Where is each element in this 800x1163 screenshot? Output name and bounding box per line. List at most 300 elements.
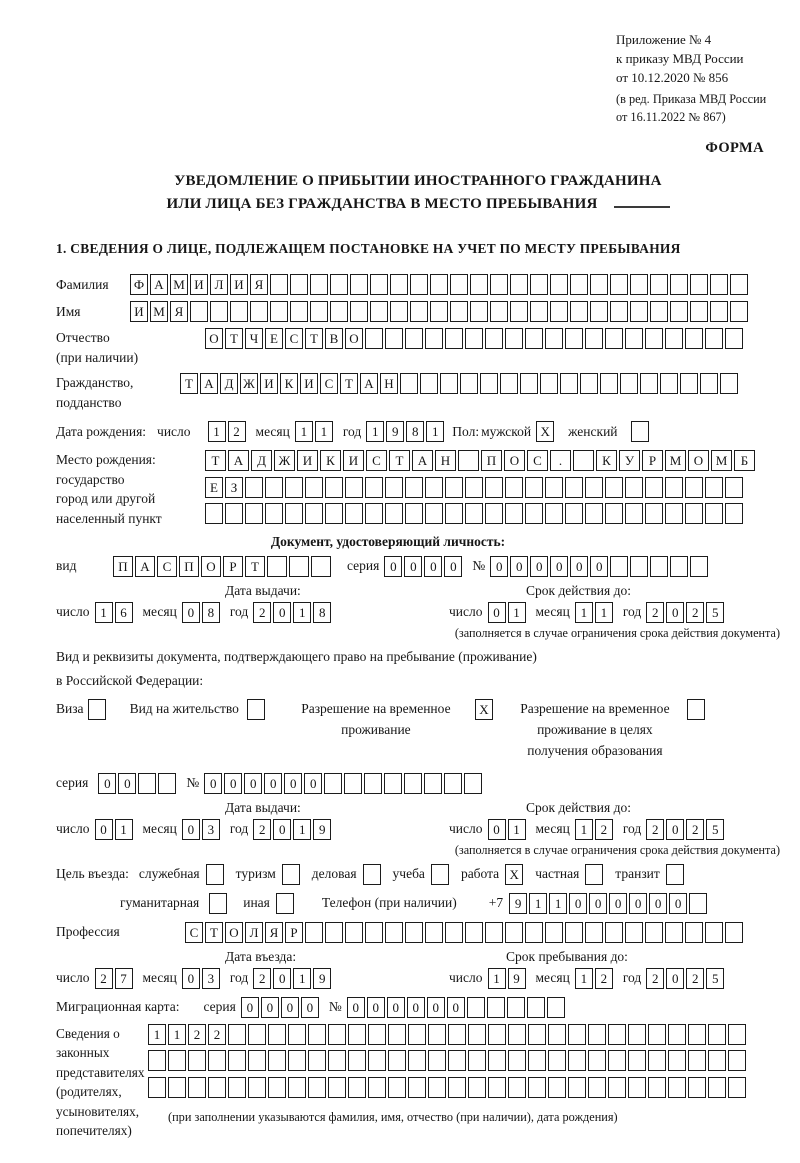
form-cell[interactable]: 1 [293, 602, 311, 623]
form-cell[interactable] [311, 556, 331, 577]
form-cell[interactable]: 0 [488, 819, 506, 840]
form-cell[interactable] [468, 1077, 486, 1098]
form-cell[interactable] [585, 922, 603, 943]
form-cell[interactable] [448, 1050, 466, 1071]
doc-issue-month[interactable] [182, 602, 222, 623]
form-cell[interactable] [465, 503, 483, 524]
form-cell[interactable] [530, 301, 548, 322]
form-cell[interactable] [370, 274, 388, 295]
form-cell[interactable] [625, 477, 643, 498]
form-cell[interactable]: Я [265, 922, 283, 943]
form-cell[interactable] [368, 1050, 386, 1071]
form-cell[interactable] [565, 477, 583, 498]
form-cell[interactable] [625, 922, 643, 943]
sex-female-checkbox[interactable] [631, 421, 651, 442]
form-cell[interactable]: 3 [202, 968, 220, 989]
purpose-other-checkbox[interactable] [276, 893, 296, 914]
form-cell[interactable] [206, 864, 224, 885]
form-cell[interactable] [248, 1024, 266, 1045]
form-cell[interactable] [330, 274, 348, 295]
form-cell[interactable] [445, 328, 463, 349]
form-cell[interactable] [500, 373, 518, 394]
form-cell[interactable]: 8 [313, 602, 331, 623]
form-cell[interactable] [525, 328, 543, 349]
form-cell[interactable] [545, 328, 563, 349]
form-cell[interactable]: 0 [204, 773, 222, 794]
form-cell[interactable] [465, 477, 483, 498]
form-cell[interactable] [405, 503, 423, 524]
form-cell[interactable]: М [150, 301, 168, 322]
form-cell[interactable] [410, 301, 428, 322]
form-cell[interactable] [138, 773, 156, 794]
form-cell[interactable] [568, 1024, 586, 1045]
form-cell[interactable]: Т [205, 450, 226, 471]
form-cell[interactable] [385, 328, 403, 349]
form-cell[interactable] [290, 301, 308, 322]
form-cell[interactable] [289, 556, 309, 577]
form-cell[interactable] [585, 328, 603, 349]
birth-place-line1[interactable] [205, 450, 757, 471]
form-cell[interactable] [525, 503, 543, 524]
form-cell[interactable]: Ч [245, 328, 263, 349]
form-cell[interactable]: 1 [115, 819, 133, 840]
form-cell[interactable]: А [135, 556, 155, 577]
form-cell[interactable]: 3 [202, 819, 220, 840]
doc-issue-year[interactable] [253, 602, 333, 623]
form-cell[interactable]: 2 [595, 819, 613, 840]
form-cell[interactable]: 0 [347, 997, 365, 1018]
form-cell[interactable]: 5 [706, 602, 724, 623]
form-cell[interactable]: Ж [274, 450, 295, 471]
form-cell[interactable]: И [343, 450, 364, 471]
doc-number-field[interactable] [490, 556, 710, 577]
form-cell[interactable] [570, 274, 588, 295]
form-cell[interactable] [650, 556, 668, 577]
form-cell[interactable]: 9 [313, 968, 331, 989]
form-cell[interactable] [420, 373, 438, 394]
form-cell[interactable] [405, 477, 423, 498]
form-cell[interactable] [424, 773, 442, 794]
form-cell[interactable] [158, 773, 176, 794]
form-cell[interactable] [328, 1024, 346, 1045]
form-cell[interactable] [464, 773, 482, 794]
form-cell[interactable] [648, 1024, 666, 1045]
form-cell[interactable] [510, 274, 528, 295]
form-cell[interactable] [490, 301, 508, 322]
form-cell[interactable] [344, 773, 362, 794]
form-cell[interactable] [265, 477, 283, 498]
representatives-line1[interactable] [148, 1024, 748, 1045]
form-cell[interactable]: 0 [609, 893, 627, 914]
form-cell[interactable] [620, 373, 638, 394]
form-cell[interactable]: 2 [253, 819, 271, 840]
form-cell[interactable] [508, 1024, 526, 1045]
form-cell[interactable]: 1 [529, 893, 547, 914]
form-cell[interactable] [670, 556, 688, 577]
birth-year-field[interactable] [366, 421, 446, 442]
form-cell[interactable] [400, 373, 418, 394]
form-cell[interactable]: С [366, 450, 387, 471]
form-cell[interactable] [666, 864, 684, 885]
form-cell[interactable]: И [190, 274, 208, 295]
form-cell[interactable] [705, 328, 723, 349]
form-cell[interactable]: 0 [490, 556, 508, 577]
form-cell[interactable]: М [665, 450, 686, 471]
form-cell[interactable] [458, 450, 479, 471]
form-cell[interactable] [525, 922, 543, 943]
form-cell[interactable] [430, 301, 448, 322]
form-cell[interactable] [245, 503, 263, 524]
form-cell[interactable]: Т [205, 922, 223, 943]
form-cell[interactable]: 2 [646, 819, 664, 840]
form-cell[interactable]: 0 [629, 893, 647, 914]
form-cell[interactable] [628, 1050, 646, 1071]
doc-series-field[interactable] [384, 556, 464, 577]
form-cell[interactable]: Т [245, 556, 265, 577]
form-cell[interactable] [573, 450, 594, 471]
form-cell[interactable] [308, 1050, 326, 1071]
form-cell[interactable] [610, 301, 628, 322]
purpose-transit-checkbox[interactable] [666, 864, 686, 885]
form-cell[interactable] [685, 328, 703, 349]
form-cell[interactable]: 2 [253, 968, 271, 989]
form-cell[interactable] [610, 556, 628, 577]
form-cell[interactable] [605, 503, 623, 524]
form-cell[interactable]: И [300, 373, 318, 394]
form-cell[interactable] [508, 1077, 526, 1098]
form-cell[interactable] [230, 301, 248, 322]
form-cell[interactable] [365, 328, 383, 349]
form-cell[interactable]: 1 [366, 421, 384, 442]
name-field[interactable] [130, 301, 750, 322]
form-cell[interactable]: 0 [367, 997, 385, 1018]
form-cell[interactable] [568, 1050, 586, 1071]
form-cell[interactable]: 9 [313, 819, 331, 840]
residence-validity-day[interactable] [488, 819, 528, 840]
form-cell[interactable] [276, 893, 294, 914]
form-cell[interactable] [725, 477, 743, 498]
form-cell[interactable] [668, 1024, 686, 1045]
form-cell[interactable] [228, 1024, 246, 1045]
form-cell[interactable] [485, 503, 503, 524]
form-cell[interactable]: 1 [575, 819, 593, 840]
form-cell[interactable] [590, 274, 608, 295]
form-cell[interactable]: 0 [510, 556, 528, 577]
form-cell[interactable] [630, 301, 648, 322]
form-cell[interactable] [585, 477, 603, 498]
form-cell[interactable] [605, 922, 623, 943]
form-cell[interactable]: 2 [228, 421, 246, 442]
form-cell[interactable] [282, 864, 300, 885]
form-cell[interactable]: 0 [427, 997, 445, 1018]
form-cell[interactable] [688, 1077, 706, 1098]
form-cell[interactable] [388, 1024, 406, 1045]
form-cell[interactable]: 7 [115, 968, 133, 989]
form-cell[interactable] [530, 274, 548, 295]
form-cell[interactable]: 0 [550, 556, 568, 577]
form-cell[interactable]: 0 [666, 968, 684, 989]
form-cell[interactable] [485, 328, 503, 349]
form-cell[interactable] [470, 274, 488, 295]
form-cell[interactable] [728, 1077, 746, 1098]
form-cell[interactable] [209, 893, 227, 914]
form-cell[interactable]: Р [642, 450, 663, 471]
form-cell[interactable]: Е [205, 477, 223, 498]
form-cell[interactable]: Н [380, 373, 398, 394]
form-cell[interactable]: 5 [706, 819, 724, 840]
form-cell[interactable] [450, 301, 468, 322]
form-cell[interactable]: 1 [426, 421, 444, 442]
form-cell[interactable] [688, 1024, 706, 1045]
form-cell[interactable]: Т [305, 328, 323, 349]
form-cell[interactable]: 0 [273, 968, 291, 989]
form-cell[interactable]: С [285, 328, 303, 349]
form-cell[interactable] [685, 922, 703, 943]
form-cell[interactable] [725, 503, 743, 524]
form-cell[interactable] [305, 477, 323, 498]
form-cell[interactable]: Р [285, 922, 303, 943]
form-cell[interactable]: X [536, 421, 554, 442]
form-cell[interactable]: 0 [281, 997, 299, 1018]
form-cell[interactable]: С [320, 373, 338, 394]
form-cell[interactable]: Т [389, 450, 410, 471]
form-cell[interactable] [408, 1077, 426, 1098]
form-cell[interactable] [545, 503, 563, 524]
form-cell[interactable] [445, 922, 463, 943]
form-cell[interactable]: 1 [508, 819, 526, 840]
form-cell[interactable]: 0 [387, 997, 405, 1018]
form-cell[interactable]: Т [180, 373, 198, 394]
form-cell[interactable] [345, 503, 363, 524]
form-cell[interactable] [350, 301, 368, 322]
form-cell[interactable] [348, 1024, 366, 1045]
form-cell[interactable]: П [179, 556, 199, 577]
form-cell[interactable]: 0 [264, 773, 282, 794]
form-cell[interactable] [148, 1077, 166, 1098]
form-cell[interactable] [580, 373, 598, 394]
form-cell[interactable] [168, 1050, 186, 1071]
citizenship-field[interactable] [180, 373, 740, 394]
form-cell[interactable] [448, 1024, 466, 1045]
form-cell[interactable] [730, 274, 748, 295]
doc-type-field[interactable] [113, 556, 333, 577]
form-cell[interactable] [325, 503, 343, 524]
purpose-study-checkbox[interactable] [431, 864, 451, 885]
form-cell[interactable] [250, 301, 268, 322]
form-cell[interactable]: А [412, 450, 433, 471]
form-cell[interactable]: Л [245, 922, 263, 943]
form-cell[interactable] [528, 1050, 546, 1071]
form-cell[interactable] [268, 1077, 286, 1098]
form-cell[interactable] [350, 274, 368, 295]
form-cell[interactable] [650, 301, 668, 322]
form-cell[interactable]: 6 [115, 602, 133, 623]
form-cell[interactable]: М [170, 274, 188, 295]
form-cell[interactable]: 0 [570, 556, 588, 577]
form-cell[interactable]: К [320, 450, 341, 471]
form-cell[interactable] [310, 274, 328, 295]
form-cell[interactable] [288, 1024, 306, 1045]
form-cell[interactable] [345, 922, 363, 943]
form-cell[interactable]: 0 [404, 556, 422, 577]
form-cell[interactable] [648, 1050, 666, 1071]
form-cell[interactable]: 0 [530, 556, 548, 577]
form-cell[interactable]: 0 [182, 602, 200, 623]
form-cell[interactable] [725, 328, 743, 349]
form-cell[interactable] [248, 1050, 266, 1071]
form-cell[interactable]: О [205, 328, 223, 349]
form-cell[interactable] [208, 1077, 226, 1098]
form-cell[interactable] [405, 922, 423, 943]
visa-checkbox[interactable] [88, 699, 108, 720]
form-cell[interactable] [505, 328, 523, 349]
form-cell[interactable] [328, 1050, 346, 1071]
form-cell[interactable] [507, 997, 525, 1018]
form-cell[interactable]: Е [265, 328, 283, 349]
form-cell[interactable]: Б [734, 450, 755, 471]
form-cell[interactable] [410, 274, 428, 295]
entry-year[interactable] [253, 968, 333, 989]
form-cell[interactable]: 2 [686, 968, 704, 989]
form-cell[interactable] [388, 1050, 406, 1071]
form-cell[interactable] [404, 773, 422, 794]
form-cell[interactable] [310, 301, 328, 322]
form-cell[interactable] [448, 1077, 466, 1098]
form-cell[interactable] [585, 864, 603, 885]
form-cell[interactable] [605, 328, 623, 349]
form-cell[interactable] [428, 1077, 446, 1098]
form-cell[interactable]: 0 [407, 997, 425, 1018]
form-cell[interactable] [725, 922, 743, 943]
form-cell[interactable] [247, 699, 265, 720]
form-cell[interactable] [665, 328, 683, 349]
form-cell[interactable] [368, 1077, 386, 1098]
form-cell[interactable] [288, 1050, 306, 1071]
form-cell[interactable] [610, 274, 628, 295]
form-cell[interactable] [285, 503, 303, 524]
form-cell[interactable]: 2 [646, 602, 664, 623]
form-cell[interactable]: 0 [182, 968, 200, 989]
form-cell[interactable] [520, 373, 538, 394]
form-cell[interactable] [431, 864, 449, 885]
form-cell[interactable]: А [360, 373, 378, 394]
form-cell[interactable] [270, 301, 288, 322]
form-cell[interactable] [648, 1077, 666, 1098]
form-cell[interactable] [570, 301, 588, 322]
entry-day[interactable] [95, 968, 135, 989]
form-cell[interactable] [460, 373, 478, 394]
form-cell[interactable]: Т [225, 328, 243, 349]
form-cell[interactable]: 0 [589, 893, 607, 914]
residence-issue-month[interactable] [182, 819, 222, 840]
form-cell[interactable] [588, 1077, 606, 1098]
form-cell[interactable] [505, 503, 523, 524]
form-cell[interactable] [588, 1024, 606, 1045]
form-cell[interactable] [445, 477, 463, 498]
form-cell[interactable]: 1 [168, 1024, 186, 1045]
form-cell[interactable]: 2 [95, 968, 113, 989]
form-cell[interactable] [148, 1050, 166, 1071]
form-cell[interactable] [565, 922, 583, 943]
form-cell[interactable]: О [201, 556, 221, 577]
form-cell[interactable] [225, 503, 243, 524]
form-cell[interactable] [528, 1077, 546, 1098]
form-cell[interactable]: А [228, 450, 249, 471]
form-cell[interactable] [450, 274, 468, 295]
form-cell[interactable]: А [150, 274, 168, 295]
residence-permit-checkbox[interactable] [247, 699, 267, 720]
form-cell[interactable] [728, 1024, 746, 1045]
purpose-humanitarian-checkbox[interactable] [209, 893, 229, 914]
doc-issue-day[interactable] [95, 602, 135, 623]
form-cell[interactable] [685, 477, 703, 498]
form-cell[interactable]: 0 [95, 819, 113, 840]
form-cell[interactable] [188, 1050, 206, 1071]
form-cell[interactable] [565, 503, 583, 524]
form-cell[interactable] [325, 922, 343, 943]
residence-issue-day[interactable] [95, 819, 135, 840]
form-cell[interactable] [708, 1024, 726, 1045]
patronymic-field[interactable] [205, 328, 745, 349]
form-cell[interactable] [390, 274, 408, 295]
form-cell[interactable]: 0 [666, 602, 684, 623]
form-cell[interactable]: И [297, 450, 318, 471]
form-cell[interactable] [428, 1050, 446, 1071]
form-cell[interactable]: 0 [590, 556, 608, 577]
residence-number-field[interactable] [204, 773, 484, 794]
form-cell[interactable]: 8 [406, 421, 424, 442]
temp-residence-education-checkbox[interactable] [687, 699, 707, 720]
form-cell[interactable] [368, 1024, 386, 1045]
form-cell[interactable] [285, 477, 303, 498]
birth-place-line2[interactable] [205, 477, 757, 498]
form-cell[interactable] [705, 503, 723, 524]
form-cell[interactable]: 2 [686, 819, 704, 840]
form-cell[interactable]: 0 [301, 997, 319, 1018]
form-cell[interactable]: К [280, 373, 298, 394]
form-cell[interactable]: У [619, 450, 640, 471]
form-cell[interactable]: 1 [549, 893, 567, 914]
form-cell[interactable]: 1 [148, 1024, 166, 1045]
form-cell[interactable] [585, 503, 603, 524]
form-cell[interactable]: З [225, 477, 243, 498]
form-cell[interactable] [405, 328, 423, 349]
form-cell[interactable] [487, 997, 505, 1018]
form-cell[interactable] [665, 477, 683, 498]
form-cell[interactable] [645, 477, 663, 498]
form-cell[interactable] [625, 503, 643, 524]
form-cell[interactable]: К [596, 450, 617, 471]
form-cell[interactable] [330, 301, 348, 322]
form-cell[interactable] [467, 997, 485, 1018]
form-cell[interactable]: 2 [686, 602, 704, 623]
form-cell[interactable] [268, 1024, 286, 1045]
form-cell[interactable] [270, 274, 288, 295]
form-cell[interactable] [588, 1050, 606, 1071]
form-cell[interactable] [468, 1050, 486, 1071]
form-cell[interactable]: 8 [202, 602, 220, 623]
form-cell[interactable] [680, 373, 698, 394]
form-cell[interactable] [600, 373, 618, 394]
form-cell[interactable]: 1 [575, 968, 593, 989]
form-cell[interactable] [385, 922, 403, 943]
form-cell[interactable] [528, 1024, 546, 1045]
form-cell[interactable]: О [688, 450, 709, 471]
form-cell[interactable] [364, 773, 382, 794]
purpose-tourism-checkbox[interactable] [282, 864, 302, 885]
form-cell[interactable] [560, 373, 578, 394]
form-cell[interactable]: 5 [706, 968, 724, 989]
